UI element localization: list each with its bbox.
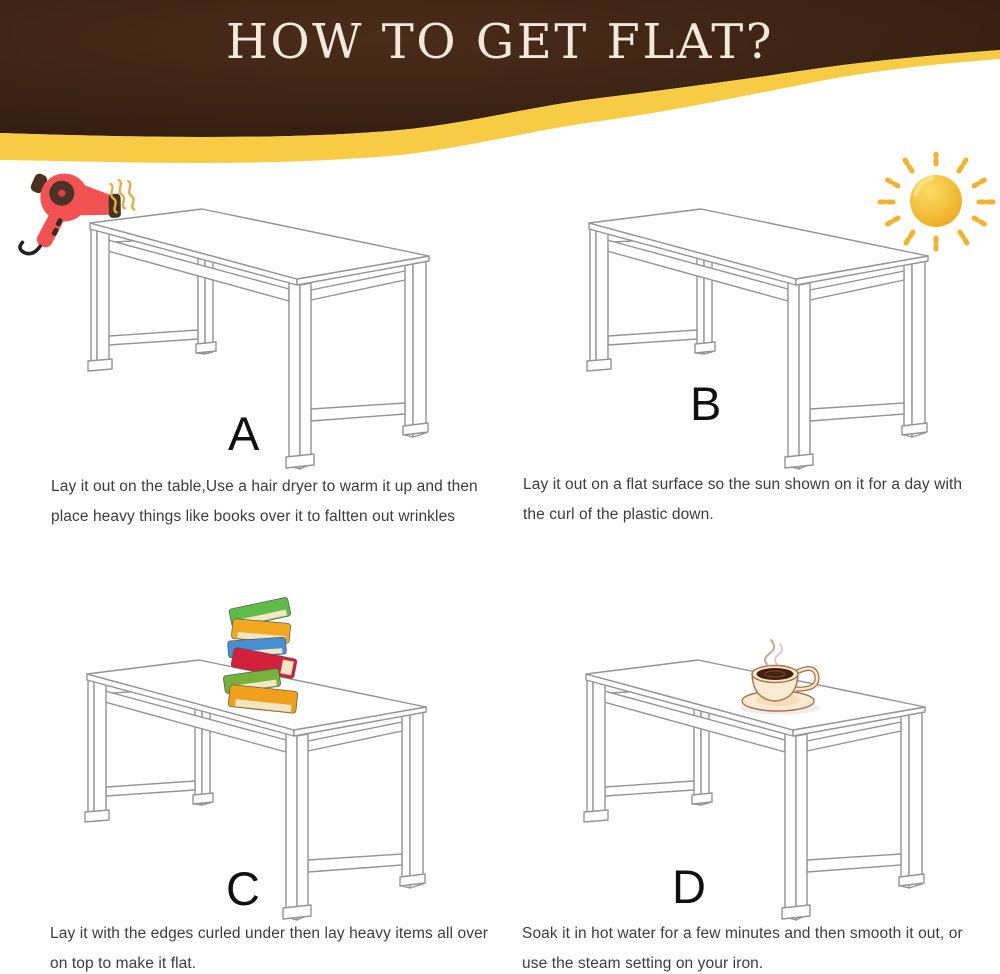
panel-letter-b: B: [690, 377, 722, 430]
sun-icon: [876, 152, 998, 252]
header: [0, 0, 1000, 170]
panel-letter-a: A: [228, 407, 260, 460]
panel-letter-d: D: [672, 860, 706, 913]
caption-line: Soak it in hot water for a few minutes and then smooth it out, or: [522, 925, 963, 942]
coffee-cup-icon: [726, 636, 834, 718]
caption-line: on top to make it flat.: [50, 955, 197, 972]
hair-dryer-icon: [14, 156, 136, 268]
caption-line: Lay it with the edges curled under then lay heavy items all over: [50, 925, 489, 942]
panel-letter-c: C: [226, 862, 260, 915]
books-icon: [216, 596, 304, 714]
caption-line: use the steam setting on your iron.: [522, 955, 764, 972]
panel-caption-c: [50, 919, 488, 974]
page-title: HOW TO GET FLAT?: [225, 14, 775, 70]
steam-icon: [765, 640, 782, 666]
caption-line: place heavy things like books over it to faltten out wrinkles: [51, 508, 456, 525]
caption-line: Lay it out on a flat surface so the sun shown on it for a day with: [523, 476, 963, 493]
caption-line: the curl of the plastic down.: [523, 506, 714, 523]
panel-caption-d: [522, 919, 963, 974]
panel-caption-b: [523, 470, 962, 530]
caption-line: Lay it out on the table,Use a hair dryer to warm it up and then: [51, 478, 478, 495]
panel-caption-a: [51, 472, 478, 532]
